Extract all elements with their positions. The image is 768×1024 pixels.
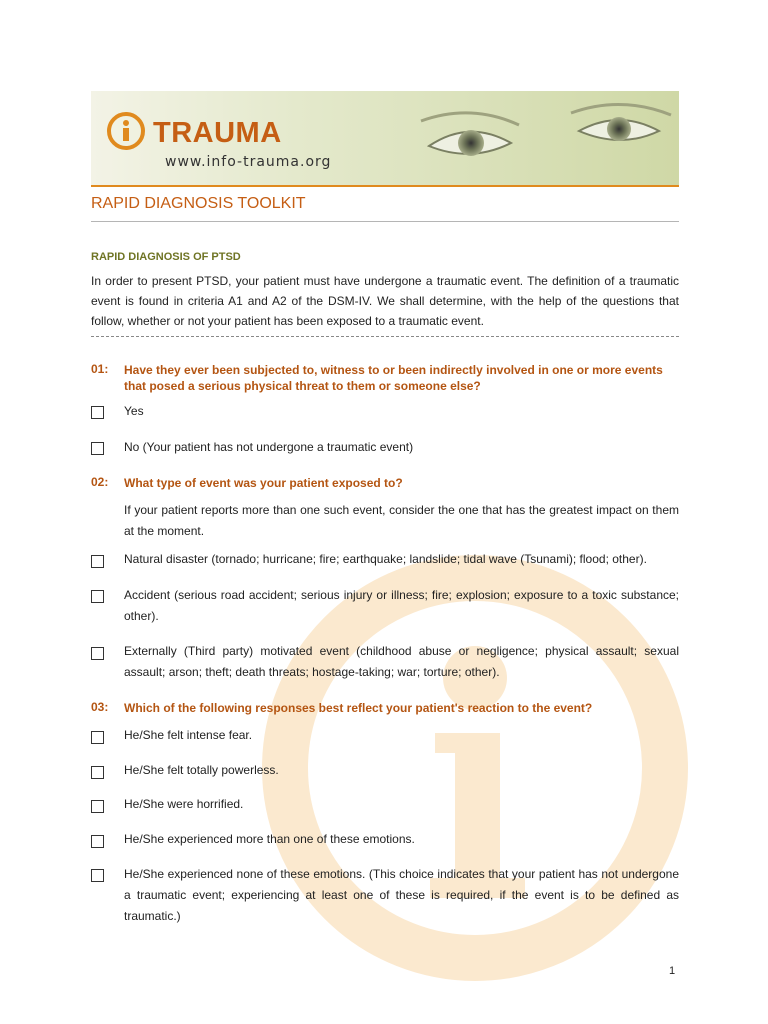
option-label: Natural disaster (tornado; hurricane; fire; earthquake; landslide; tidal wave (Tsunami); flood; other). [124,552,647,566]
section-title: RAPID DIAGNOSIS OF PTSD [91,251,241,263]
question-note: If your patient reports more than one such event, consider the one that has the greatest impact on them at the moment. [124,503,679,538]
question-number-3: 03: [91,700,109,714]
intro-paragraph: In order to present PTSD, your patient must have undergone a traumatic event. The definition of a traumatic event is found in criteria A1 and A2 of the DSM-IV. We shall determine, with the help of the questions that follow, whether or not your patient has been exposed to a traumatic event. [91,274,679,328]
site-url: www.info-trauma.org [165,154,332,170]
brand-name: TRAUMA [153,117,282,149]
option-label: Externally (Third party) motivated event (childhood abuse or negligence; physical assault; sexual assault; arson; theft; death threats; hostage-taking; war; torture; other). [124,644,679,679]
checkbox-q1-no[interactable] [91,442,104,455]
option-label: Accident (serious road accident; serious injury or illness; fire; explosion; exposure to a toxic substance; other). [124,588,679,623]
question-number-2: 02: [91,475,109,489]
checkbox-q3-powerless[interactable] [91,766,104,779]
option-label: He/She experienced none of these emotions. (This choice indicates that your patient has not undergone a traumatic event; experiencing at least one of these is required, if the event is to be defined as traumatic.) [124,867,679,923]
info-logo-icon [106,111,146,151]
header-banner [91,91,679,187]
checkbox-q3-horrified[interactable] [91,800,104,813]
option-label: Yes [124,404,144,418]
question-text-2: What type of event was your patient exposed to? [124,476,403,490]
toolkit-title: RAPID DIAGNOSIS TOOLKIT [91,195,306,212]
option-label: He/She were horrified. [124,797,244,811]
checkbox-q2-natural-disaster[interactable] [91,555,104,568]
option-label: No (Your patient has not undergone a traumatic event) [124,440,414,454]
question-text-1: Have they ever been subjected to, witness to or been indirectly involved in one or more events that posed a serious physical threat to them or someone else? [124,363,663,393]
option-label: He/She felt totally powerless. [124,763,279,777]
checkbox-q1-yes[interactable] [91,406,104,419]
option-label: He/She experienced more than one of these emotions. [124,832,415,846]
checkbox-q3-more-than-one[interactable] [91,835,104,848]
checkbox-q2-externally-motivated[interactable] [91,647,104,660]
divider [91,221,679,222]
checkbox-q2-accident[interactable] [91,590,104,603]
option-label: He/She felt intense fear. [124,728,253,742]
question-number-1: 01: [91,362,109,376]
checkbox-q3-none[interactable] [91,869,104,882]
question-text-3: Which of the following responses best reflect your patient's reaction to the event? [124,701,593,715]
page-number: 1 [669,965,676,977]
dashed-divider [91,336,679,337]
checkbox-q3-fear[interactable] [91,731,104,744]
eyes-photo-icon [391,91,679,185]
